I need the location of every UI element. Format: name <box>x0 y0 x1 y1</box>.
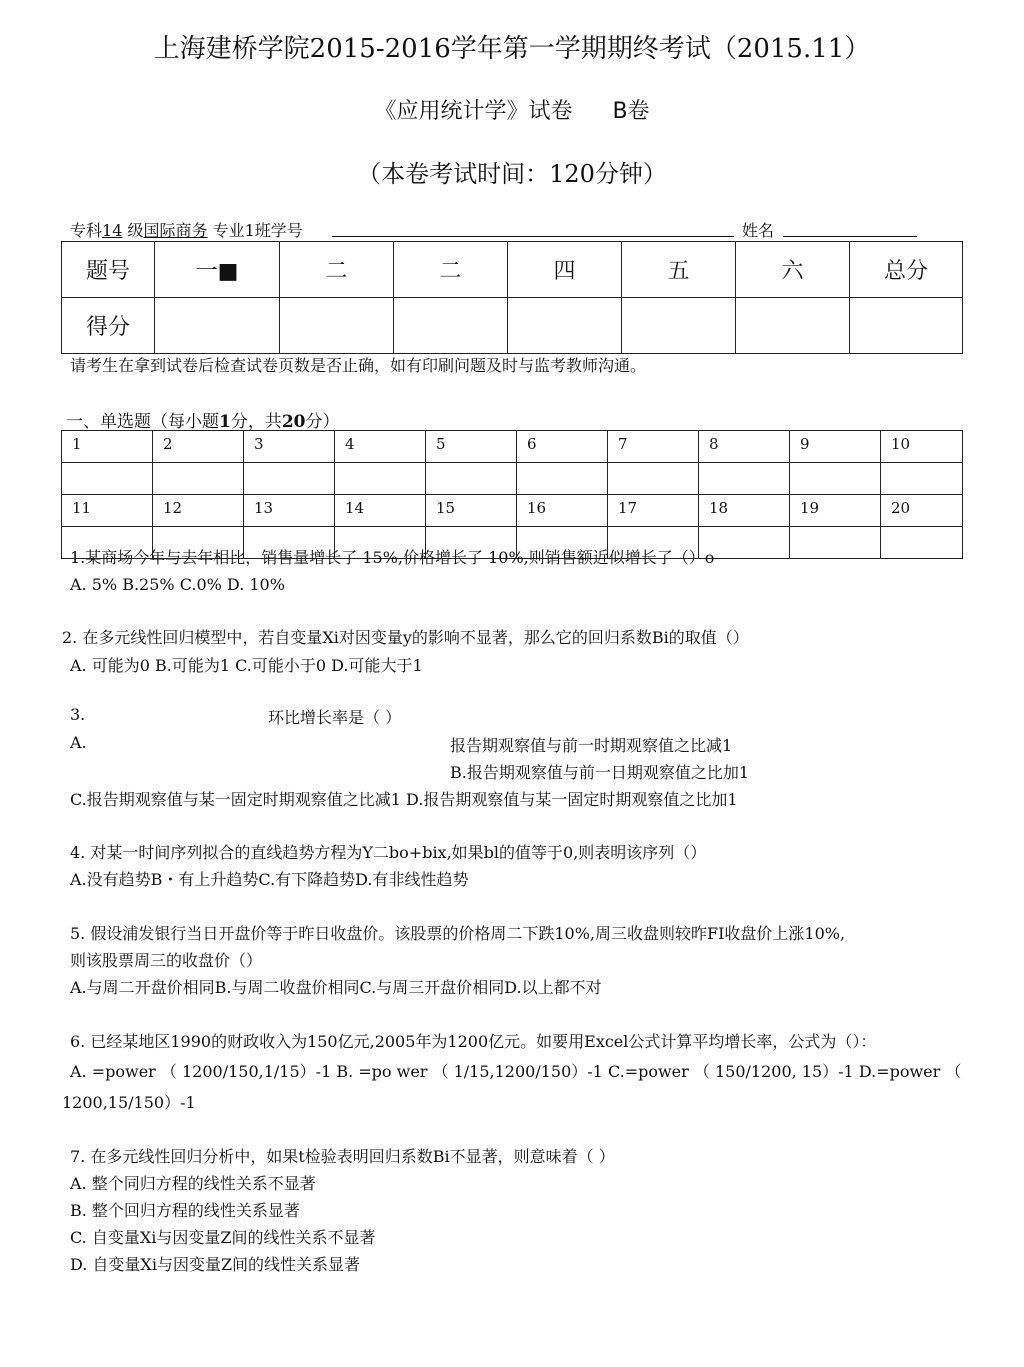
q4-options: A.没有趋势B・有上升趋势C.有下降趋势D.有非线性趋势 <box>70 870 469 889</box>
answer-cell[interactable] <box>790 463 881 495</box>
answer-num: 16 <box>517 495 608 527</box>
answer-num: 11 <box>62 495 153 527</box>
answer-num: 10 <box>881 431 963 463</box>
q6-options-line2: 1200,15/150）-1 <box>62 1093 196 1112</box>
course-title <box>0 94 1024 125</box>
score-cell[interactable] <box>394 298 508 354</box>
answer-blank-row <box>62 463 963 495</box>
answer-cell[interactable] <box>426 463 517 495</box>
q3-option-cd: C.报告期观察值与某一固定时期观察值之比减1 D.报告期观察值与某一固定时期观察值之比加1 <box>70 790 738 809</box>
q3-option-a-label: A. <box>70 733 87 752</box>
score-cell[interactable] <box>850 298 963 354</box>
paper-version: B卷 <box>612 99 650 124</box>
score-col-4: 四 <box>508 242 622 298</box>
info-grade-suffix: 级 <box>122 221 144 240</box>
answer-num: 12 <box>153 495 244 527</box>
student-info <box>70 218 303 241</box>
q5-options: A.与周二开盘价相同B.与周二收盘价相同C.与周三开盘价相同D.以上都不对 <box>70 978 602 997</box>
answer-num: 20 <box>881 495 963 527</box>
q3-number: 3. <box>70 705 86 724</box>
score-table <box>61 241 963 354</box>
score-col-3: 二 <box>394 242 508 298</box>
answer-num: 18 <box>699 495 790 527</box>
score-cell[interactable] <box>280 298 394 354</box>
q6-options-line1: A. =power （ 1200/150,1/15）-1 B. =po wer （ 1/15,1200/150）-1 C.=power （ 150/1200, 15）-1 D.=power （ <box>70 1062 962 1081</box>
section1-heading <box>66 407 340 432</box>
answer-num: 5 <box>426 431 517 463</box>
answer-num: 2 <box>153 431 244 463</box>
answer-number-row <box>62 431 963 463</box>
answer-num: 19 <box>790 495 881 527</box>
answer-num: 9 <box>790 431 881 463</box>
q7-option-d: D. 自变量Xi与因变量Z间的线性关系显著 <box>70 1255 361 1274</box>
score-cell[interactable] <box>622 298 736 354</box>
score-col-total: 总分 <box>850 242 963 298</box>
q7-stem: 7. 在多元线性回归分析中，如果t检验表明回归系数Bi不显著，则意味着（ ） <box>70 1147 615 1166</box>
score-col-2: 二 <box>280 242 394 298</box>
score-col-5: 五 <box>622 242 736 298</box>
answer-cell[interactable] <box>608 463 699 495</box>
score-cell[interactable] <box>508 298 622 354</box>
answer-num: 13 <box>244 495 335 527</box>
answer-cell[interactable] <box>517 463 608 495</box>
score-cell[interactable] <box>155 298 280 354</box>
answer-cell[interactable] <box>881 527 963 559</box>
answer-cell[interactable] <box>790 527 881 559</box>
q3-option-b: B.报告期观察值与前一日期观察值之比加1 <box>450 763 750 782</box>
score-value-row <box>62 298 963 354</box>
info-prefix: 专科 <box>70 221 103 240</box>
answer-table <box>61 430 963 559</box>
score-value-label: 得分 <box>62 298 155 354</box>
q1-stem: 1.某商场今年与去年相比，销售量增长了 15%,价格增长了 10%,则销售额近似增长了（）o <box>70 548 715 567</box>
answer-number-row <box>62 495 963 527</box>
info-class-label: 专业1班学号 <box>207 221 303 240</box>
q7-option-a: A. 整个同归方程的线性关系不显著 <box>70 1174 316 1193</box>
answer-num: 7 <box>608 431 699 463</box>
answer-num: 14 <box>335 495 426 527</box>
q6-stem: 6. 已经某地区1990的财政收入为150亿元,2005年为1200亿元。如要用Excel公式计算平均增长率，公式为（）： <box>70 1032 877 1051</box>
q5-stem-line1: 5. 假设浦发银行当日开盘价等于昨日收盘价。该股票的价格周二下跌10%,周三收盘则较昨FI收盘价上涨10%, <box>70 924 846 943</box>
answer-cell[interactable] <box>153 463 244 495</box>
answer-num: 8 <box>699 431 790 463</box>
score-col-6: 六 <box>736 242 850 298</box>
name-label: 姓名 <box>742 221 775 240</box>
score-row-label: 题号 <box>62 242 155 298</box>
answer-cell[interactable] <box>881 463 963 495</box>
exam-time: （本卷考试时间：120分钟） <box>357 160 667 188</box>
section1-label-mid: 分，共 <box>230 412 282 432</box>
section1-label-post: 分） <box>305 412 340 432</box>
answer-num: 3 <box>244 431 335 463</box>
q2-options: A. 可能为0 B.可能为1 C.可能小于0 D.可能大于1 <box>70 656 423 675</box>
q7-option-b: B. 整个回归方程的线性关系显著 <box>70 1201 300 1220</box>
answer-cell[interactable] <box>699 463 790 495</box>
student-id-field[interactable] <box>332 236 734 237</box>
q3-option-a: 报告期观察值与前一时期观察值之比减1 <box>450 736 733 755</box>
section1-points-total: 20 <box>281 412 306 432</box>
answer-num: 1 <box>62 431 153 463</box>
section1-label-pre: 一、单选题（每小题 <box>66 412 219 432</box>
exam-title: 上海建桥学院2015-2016学年第一学期期终考试（2015.11） <box>153 34 871 64</box>
q7-option-c: C. 自变量Xi与因变量Z间的线性关系不显著 <box>70 1228 376 1247</box>
score-col-1: 一■ <box>155 242 280 298</box>
answer-cell[interactable] <box>244 463 335 495</box>
answer-cell[interactable] <box>62 463 153 495</box>
score-header-row <box>62 242 963 298</box>
section1-points-each: 1 <box>219 412 231 432</box>
q2-stem: 2. 在多元线性回归模型中，若自变量Xi对因变量y的影响不显著，那么它的回归系数Bi的取值（） <box>62 628 749 647</box>
course-name: 《应用统计学》试卷 <box>374 99 573 124</box>
info-major: 国际商务 <box>143 221 208 240</box>
q3-stem: 环比增长率是（ ） <box>268 708 402 727</box>
q4-stem: 4. 对某一时间序列拟合的直线趋势方程为Y二bo+bix,如果bl的值等于0,则表明该序列（） <box>70 843 707 862</box>
score-cell[interactable] <box>736 298 850 354</box>
info-grade: 14 <box>102 221 123 240</box>
q1-options: A. 5% B.25% C.0% D. 10% <box>70 575 285 594</box>
answer-num: 4 <box>335 431 426 463</box>
answer-cell[interactable] <box>335 463 426 495</box>
answer-num: 6 <box>517 431 608 463</box>
name-field[interactable] <box>783 236 917 237</box>
answer-num: 15 <box>426 495 517 527</box>
q5-stem-line2: 则该股票周三的收盘价（） <box>70 951 263 970</box>
exam-notice: 请考生在拿到试卷后检查试卷页数是否止确，如有印刷问题及时与监考教师沟通。 <box>70 356 647 375</box>
answer-num: 17 <box>608 495 699 527</box>
